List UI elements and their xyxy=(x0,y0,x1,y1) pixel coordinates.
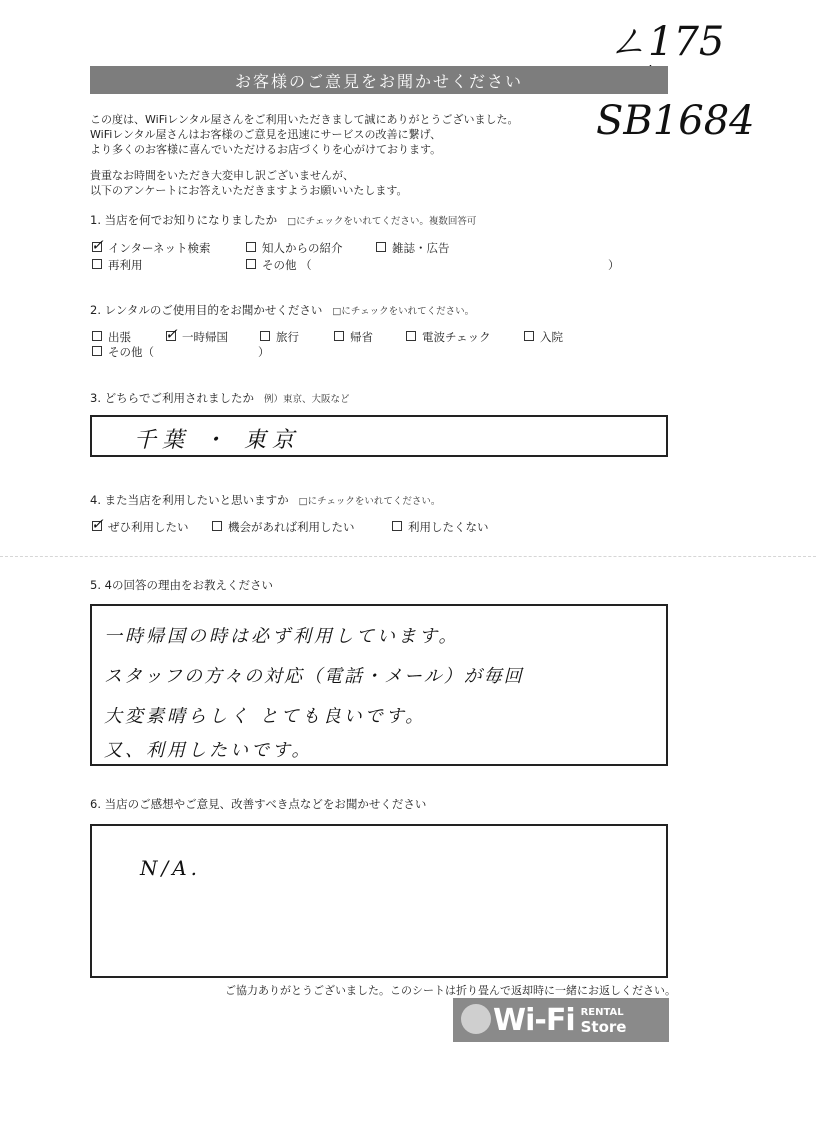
logo-main-text: Wi-Fi xyxy=(493,1002,575,1038)
checkbox[interactable] xyxy=(392,521,402,531)
checkbox[interactable] xyxy=(92,346,102,356)
q2-note: □にチェックをいれてください。 xyxy=(332,306,475,317)
q2-option-temporary-return[interactable]: ✓ 一時帰国 xyxy=(165,325,228,344)
q5-answer-box[interactable] xyxy=(90,604,668,766)
q2-option-travel[interactable]: 旅行 xyxy=(260,329,299,345)
q2-option-business[interactable]: 出張 xyxy=(92,329,131,345)
q2-option-other[interactable]: その他（ xyxy=(92,344,154,360)
q2-title: 2. レンタルのご使用目的をお聞かせください □にチェックをいれてください。 xyxy=(90,303,475,317)
intro-line-2: WiFiレンタル屋さんはお客様のご意見を迅速にサービスの改善に繋げ、 xyxy=(90,128,442,141)
q1-option-internet[interactable]: ✓ インターネット検索 xyxy=(91,236,211,255)
checkbox[interactable] xyxy=(376,242,386,252)
checkbox[interactable] xyxy=(524,331,534,341)
q2-option-homecoming[interactable]: 帰省 xyxy=(334,329,373,345)
check-mark-icon: ✓ xyxy=(91,236,104,254)
q2-other-close-paren: ） xyxy=(258,345,270,359)
q1-option-magazine[interactable]: 雑誌・広告 xyxy=(376,240,450,256)
q1-note: □にチェックをいれてください。複数回答可 xyxy=(287,216,477,227)
q6-answer-box[interactable] xyxy=(90,824,668,978)
q5-answer-line-1: 一時帰国の時は必ず利用しています。 xyxy=(104,626,460,647)
q5-answer-line-4: 又、利用したいです。 xyxy=(104,740,313,761)
intro-line-4: 貴重なお時間をいただき大変申し訳ございませんが、 xyxy=(90,169,354,182)
q1-option-reuse[interactable]: 再利用 xyxy=(92,257,143,273)
checkbox[interactable] xyxy=(246,242,256,252)
fold-line xyxy=(0,556,816,557)
mascot-icon xyxy=(461,1004,491,1034)
checkbox-checked[interactable] xyxy=(91,236,104,254)
q1-title: 1. 当店を何でお知りになりましたか □にチェックをいれてください。複数回答可 xyxy=(90,213,477,227)
checkbox[interactable] xyxy=(406,331,416,341)
q6-title: 6. 当店のご感想やご意見、改善すべき点などをお聞かせください xyxy=(90,797,427,811)
q5-answer-line-2: スタッフの方々の対応（電話・メール）が毎回 xyxy=(104,666,524,687)
checkbox[interactable] xyxy=(212,521,222,531)
checkbox[interactable] xyxy=(334,331,344,341)
checkbox[interactable] xyxy=(92,331,102,341)
q2-option-hospital[interactable]: 入院 xyxy=(524,329,563,345)
footer-thanks: ご協力ありがとうございました。このシートは折り畳んで返却時に一緒にお返しください。 xyxy=(225,984,676,997)
q3-answer-box[interactable] xyxy=(90,415,668,457)
checkbox-checked[interactable] xyxy=(165,325,178,343)
q4-option-definitely[interactable]: ✓ ぜひ利用したい xyxy=(91,515,189,534)
intro-line-1: この度は、WiFiレンタル屋さんをご利用いただきまして誠にありがとうございました。 xyxy=(90,113,519,126)
q1-other-close-paren: ） xyxy=(608,258,620,272)
q1-option-friend[interactable]: 知人からの紹介 xyxy=(246,240,343,256)
q4-title: 4. また当店を利用したいと思いますか □にチェックをいれてください。 xyxy=(90,493,441,507)
handwritten-ref-number: ㄥ175 xyxy=(608,19,725,65)
logo-sub-text: RENTAL Store xyxy=(580,1007,627,1036)
check-mark-icon: ✓ xyxy=(91,515,104,533)
q5-title: 5. 4の回答の理由をお教えください xyxy=(90,578,273,592)
intro-line-3: より多くのお客様に喜んでいただけるお店づくりを心がけております。 xyxy=(90,143,442,156)
wifi-rental-store-logo xyxy=(453,998,669,1042)
q4-option-if-chance[interactable]: 機会があれば利用したい xyxy=(212,519,355,535)
checkbox[interactable] xyxy=(246,259,256,269)
q6-answer-text: N/A. xyxy=(140,856,202,880)
checkbox[interactable] xyxy=(260,331,270,341)
survey-title-bar xyxy=(90,66,668,94)
survey-title: お客様のご意見をお聞かせください xyxy=(234,71,523,91)
q2-option-signal-check[interactable]: 電波チェック xyxy=(406,329,491,345)
intro-line-5: 以下のアンケートにお答えいただきますようお願いいたします。 xyxy=(90,184,408,197)
q1-option-other[interactable]: その他 （ xyxy=(246,257,312,273)
q3-note: 例）東京、大阪など xyxy=(264,394,350,405)
q3-answer-text: 千葉 ・ 東京 xyxy=(134,428,300,453)
q5-answer-line-3: 大変素晴らしく とても良いです。 xyxy=(104,706,427,727)
check-mark-icon: ✓ xyxy=(165,325,178,343)
q4-note: □にチェックをいれてください。 xyxy=(298,496,441,507)
handwritten-order-code: SB1684 xyxy=(596,98,755,144)
q4-option-no[interactable]: 利用したくない xyxy=(392,519,489,535)
q3-title: 3. どちらでご利用されましたか 例）東京、大阪など xyxy=(90,391,350,405)
checkbox[interactable] xyxy=(92,259,102,269)
checkbox-checked[interactable] xyxy=(91,515,104,533)
